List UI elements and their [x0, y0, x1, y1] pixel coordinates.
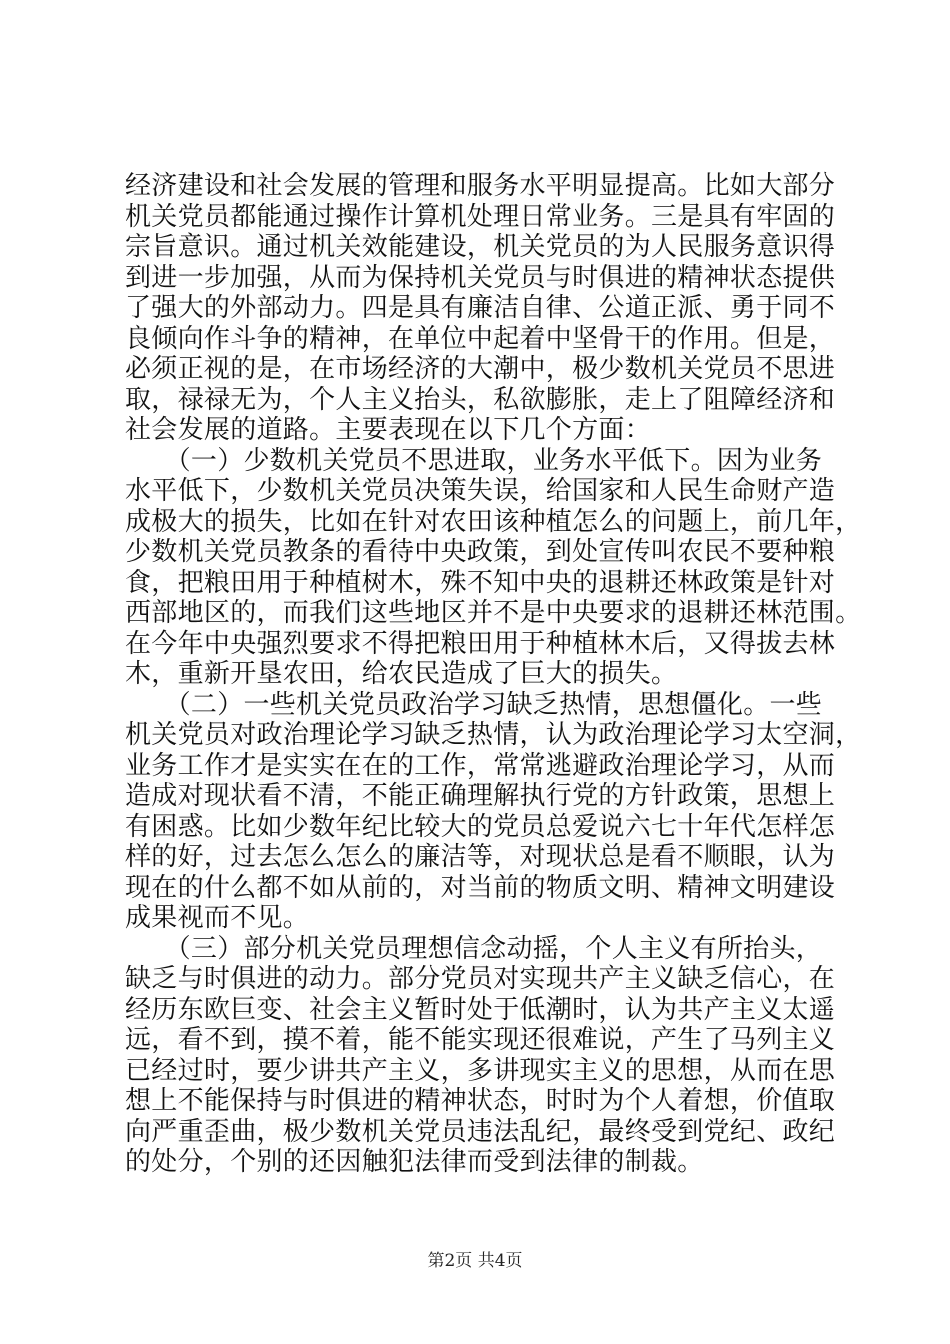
text-line: 已经过时，要少讲共产主义，多讲现实主义的思想，从而在思: [125, 1055, 836, 1086]
text-line: 西部地区的，而我们这些地区并不是中央要求的退耕还林范围。: [125, 598, 862, 628]
text-line: 食，把粮田用于种植树木，殊不知中央的退耕还林政策是针对: [125, 567, 836, 598]
text-line: 经济建设和社会发展的管理和服务水平明显提高。比如大部分: [125, 171, 836, 201]
text-line: 想上不能保持与时俱进的精神状态，时时为个人着想，价值取: [125, 1086, 836, 1116]
text-line: 水平低下，少数机关党员决策失误，给国家和人民生命财产造: [125, 476, 836, 506]
text-line: 取，禄禄无为，个人主义抬头，私欲膨胀，走上了阻障经济和: [125, 384, 836, 415]
text-line: 造成对现状看不清，不能正确理解执行党的方针政策，思想上: [125, 781, 836, 811]
text-line: 机关党员对政治理论学习缺乏热情，认为政治理论学习太空洞，: [125, 720, 862, 750]
text-line: 机关党员都能通过操作计算机处理日常业务。三是具有牢固的: [125, 201, 836, 232]
text-line: 缺乏与时俱进的动力。部分党员对实现共产主义缺乏信心，在: [125, 964, 836, 994]
text-line: 远，看不到，摸不着，能不能实现还很难说，产生了马列主义: [125, 1025, 836, 1055]
text-line: 经历东欧巨变、社会主义暂时处于低潮时，认为共产主义太遥: [125, 994, 836, 1025]
text-line: 样的好，过去怎么怎么的廉洁等，对现状总是看不顺眼，认为: [125, 842, 836, 872]
text-line: （三）部分机关党员理想信念动摇，个人主义有所抬头，: [125, 933, 823, 964]
text-line: （一）少数机关党员不思进取，业务水平低下。因为业务: [125, 445, 823, 476]
text-line: 良倾向作斗争的精神，在单位中起着中坚骨干的作用。但是，: [125, 323, 836, 354]
document-body: [125, 171, 862, 1178]
text-line: 有困惑。比如少数年纪比较大的党员总爱说六七十年代怎样怎: [125, 811, 836, 842]
text-line: 到进一步加强，从而为保持机关党员与时俱进的精神状态提供: [125, 262, 836, 293]
text-line: 成果视而不见。: [125, 903, 310, 933]
text-line: 必须正视的是，在市场经济的大潮中，极少数机关党员不思进: [125, 354, 836, 384]
page-number-footer: 第2页 共4页: [427, 1251, 523, 1271]
text-line: 在今年中央强烈要求不得把粮田用于种植林木后，又得拔去林: [125, 628, 836, 659]
text-line: 成极大的损失，比如在针对农田该种植怎么的问题上，前几年，: [125, 506, 862, 537]
text-line: 的处分，个别的还因触犯法律而受到法律的制裁。: [125, 1147, 704, 1177]
text-line: （二）一些机关党员政治学习缺乏热情，思想僵化。一些: [125, 689, 823, 720]
text-line: 少数机关党员教条的看待中央政策，到处宣传叫农民不要种粮: [125, 537, 836, 567]
text-line: 向严重歪曲，极少数机关党员违法乱纪，最终受到党纪、政纪: [125, 1116, 836, 1147]
text-line: 业务工作才是实实在在的工作，常常逃避政治理论学习，从而: [125, 750, 836, 781]
text-line: 宗旨意识。通过机关效能建设，机关党员的为人民服务意识得: [125, 232, 836, 262]
text-line: 木，重新开垦农田，给农民造成了巨大的损失。: [125, 659, 678, 689]
text-line: 社会发展的道路。主要表现在以下几个方面：: [125, 415, 652, 445]
text-line: 了强大的外部动力。四是具有廉洁自律、公道正派、勇于同不: [125, 293, 836, 323]
text-line: 现在的什么都不如从前的，对当前的物质文明、精神文明建设: [125, 872, 836, 903]
